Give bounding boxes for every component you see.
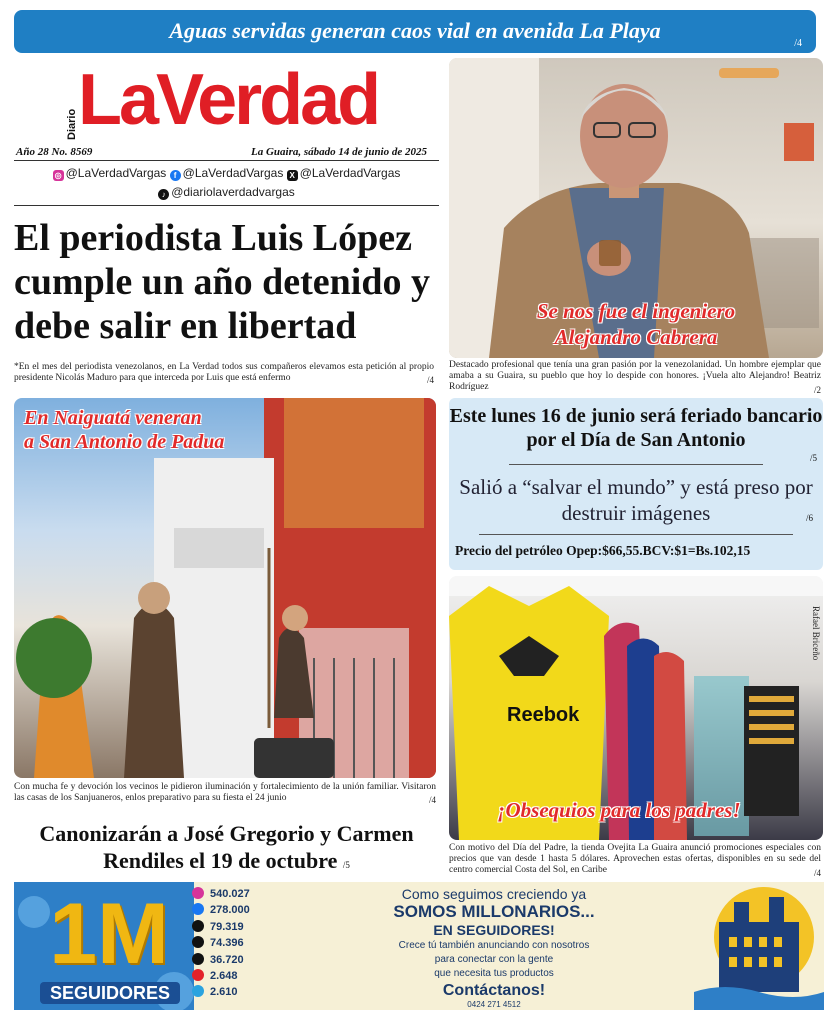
count-value: 79.319 bbox=[210, 920, 244, 933]
follower-counts bbox=[192, 886, 282, 1001]
followers-label: SEGUIDORES bbox=[40, 982, 180, 1004]
count-row bbox=[192, 886, 282, 902]
ad-line2: SOMOS MILLONARIOS... bbox=[393, 902, 595, 921]
ad-line1: Como seguimos creciendo ya bbox=[401, 886, 587, 902]
telegram-icon bbox=[192, 985, 204, 997]
fathers-day-title: ¡Obsequios para los padres! bbox=[497, 798, 741, 822]
obituary-photo[interactable] bbox=[449, 58, 823, 358]
main-headline[interactable]: El periodista Luis López cumple un año detenido y debe salir en libertad bbox=[14, 217, 430, 347]
million-number: 1M bbox=[49, 886, 169, 982]
shirt-brand: Reebok bbox=[507, 704, 580, 726]
arrest-headline[interactable]: Salió a “salvar el mundo” y está preso por destruir imágenes bbox=[459, 475, 813, 525]
divider bbox=[479, 534, 793, 535]
ad-line3: EN SEGUIDORES! bbox=[433, 922, 555, 938]
social-handles bbox=[14, 164, 439, 202]
edition-number: Año 28 No. 8569 bbox=[16, 146, 93, 158]
divider bbox=[14, 205, 439, 206]
page-reference: /5 bbox=[809, 453, 817, 463]
contact-cta[interactable]: Contáctanos! bbox=[442, 982, 546, 999]
count-row bbox=[192, 984, 282, 1000]
count-value: 74.396 bbox=[210, 937, 244, 950]
x-icon bbox=[192, 936, 204, 948]
count-value: 2.610 bbox=[210, 986, 238, 999]
diario-label: Diario bbox=[66, 108, 78, 140]
divider bbox=[14, 160, 439, 161]
divider bbox=[509, 464, 763, 465]
count-row bbox=[192, 919, 282, 935]
photo-credit: Rafael Briceño bbox=[811, 606, 821, 661]
tiktok-icon: ♪ bbox=[158, 189, 169, 200]
count-row bbox=[192, 935, 282, 951]
ad-line4a: Crece tú también anunciando con nosotros bbox=[398, 940, 590, 951]
page-reference: /4 bbox=[813, 868, 821, 878]
instagram-handle[interactable]: @LaVerdadVargas bbox=[65, 166, 167, 180]
naiguata-title bbox=[24, 406, 224, 454]
caption-text: *En el mes del periodista venezolanos, en La Verdad todos sus compañeros elevamos esta petición al propio presidente Nicolás Maduro para que interceda por Luis que está enfermo bbox=[14, 362, 434, 383]
count-value: 540.027 bbox=[210, 888, 250, 900]
naiguata-title-line2: a San Antonio de Padua bbox=[24, 431, 225, 453]
ad-message bbox=[284, 884, 704, 1009]
ad-line4b: para conectar con la gente bbox=[434, 954, 554, 965]
facebook-handle[interactable]: @LaVerdadVargas bbox=[182, 166, 284, 180]
page-reference: /5 bbox=[342, 860, 350, 870]
naiguata-caption bbox=[14, 782, 436, 806]
caption-text: Con mucha fe y devoción los vecinos le pidieron iluminación y fortalecimiento de la unión familiar. Visitaron las casas de los Sanjuaneros, enlos preparativo para su fiesta el 24 junio bbox=[14, 782, 436, 803]
obituary-caption bbox=[449, 360, 821, 396]
caption-text: Destacado profesional que tenía una gran pasión por la venezolanidad. Un hombre ejemplar que amaba a su Guaira, su pueblo que hoy lo despide con honores. ¡Vuela alto Alejandro! Beatriz Rodríguez bbox=[449, 360, 821, 392]
procession-illustration bbox=[14, 398, 436, 778]
instagram-icon: ◎ bbox=[53, 170, 64, 181]
issue-date: La Guaira, sábado 14 de junio de 2025 bbox=[250, 146, 427, 158]
canonization-headline-text: Canonizarán a José Gregorio y Carmen Rendiles el 19 de octubre bbox=[39, 821, 414, 873]
top-headline: Aguas servidas generan caos vial en avenida La Playa bbox=[169, 18, 661, 43]
fathers-day-caption bbox=[449, 843, 821, 879]
tiktok-handle[interactable]: @diariolaverdadvargas bbox=[171, 185, 295, 199]
page-reference: /2 bbox=[813, 385, 821, 395]
contact-phone[interactable]: 0424 271 4512 bbox=[467, 1000, 521, 1009]
count-row bbox=[192, 952, 282, 968]
facebook-icon bbox=[192, 903, 204, 915]
tiktok-icon bbox=[192, 953, 204, 965]
count-value: 36.720 bbox=[210, 953, 244, 966]
obituary-title-line1: Se nos fue el ingeniero bbox=[536, 299, 736, 323]
fathers-day-photo[interactable] bbox=[449, 576, 823, 840]
obituary-title bbox=[449, 298, 823, 350]
x-icon: X bbox=[287, 170, 298, 181]
page-reference: /6 bbox=[805, 513, 813, 523]
naiguata-photo[interactable] bbox=[14, 398, 436, 778]
followers-ad[interactable] bbox=[14, 882, 824, 1010]
ad-line4c: que necesita tus productos bbox=[434, 968, 554, 979]
caption-text: Con motivo del Día del Padre, la tienda Ovejita La Guaira anunció promociones especiales con precios que van desde 1 hasta 5 dólares. Aprovechen estas ofertas, disponibles en su sede del centro comercial Costa del Sol, en Caribe bbox=[449, 843, 821, 875]
newspaper-logo: LaVerdad bbox=[78, 60, 379, 140]
facebook-icon: f bbox=[170, 170, 181, 181]
main-story-caption bbox=[14, 362, 434, 386]
youtube-icon bbox=[192, 969, 204, 981]
naiguata-title-line1: En Naiguatá veneran bbox=[24, 407, 202, 429]
holiday-headline[interactable]: Este lunes 16 de junio será feriado bancario por el Día de San Antonio bbox=[449, 405, 823, 451]
count-value: 2.648 bbox=[210, 969, 238, 982]
threads-icon bbox=[192, 920, 204, 932]
page-reference: /4 bbox=[426, 375, 434, 385]
page-reference: /4 bbox=[794, 38, 802, 49]
obituary-title-line2: Alejandro Cabrera bbox=[554, 325, 718, 349]
page-reference: /4 bbox=[428, 795, 436, 805]
oil-price-ticker: Precio del petróleo Opep:$66,55.BCV:$1=Bs.102,15 bbox=[455, 543, 751, 558]
x-handle[interactable]: @LaVerdadVargas bbox=[299, 166, 401, 180]
count-row bbox=[192, 902, 282, 918]
top-headline-banner[interactable] bbox=[14, 10, 816, 53]
canonization-headline[interactable] bbox=[14, 820, 439, 879]
instagram-icon bbox=[192, 887, 204, 899]
city-skyline-icon bbox=[694, 882, 824, 1010]
news-box bbox=[449, 398, 823, 570]
count-value: 278.000 bbox=[210, 904, 250, 917]
count-row bbox=[192, 968, 282, 984]
